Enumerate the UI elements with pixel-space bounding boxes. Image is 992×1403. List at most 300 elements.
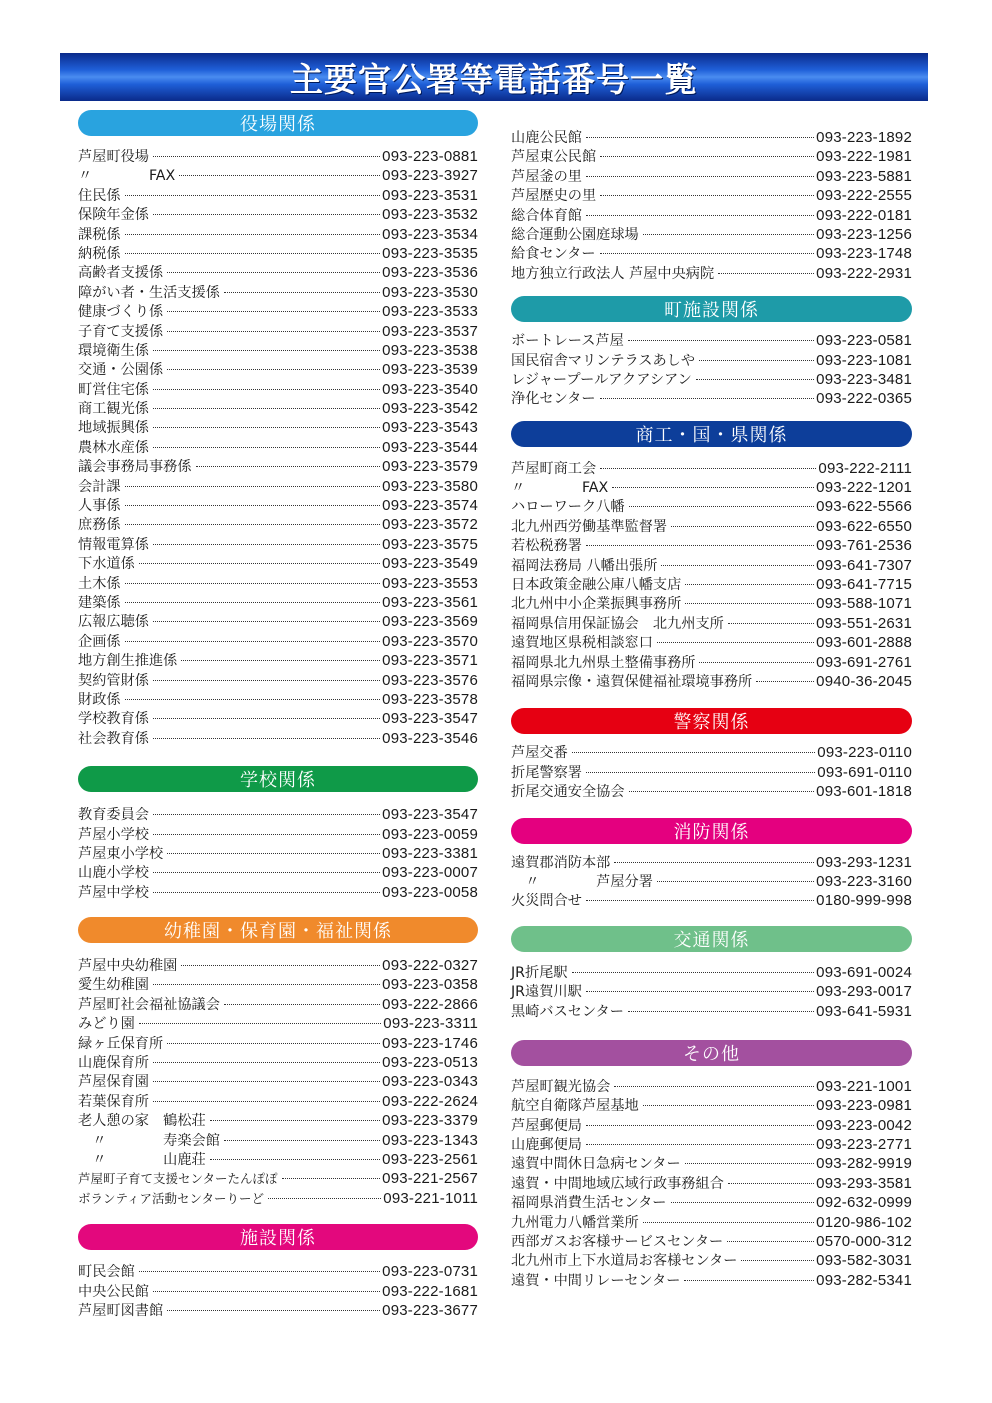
entry-name: 環境衛生係 <box>78 342 149 359</box>
phone-entry <box>511 1251 912 1270</box>
phone-entry <box>78 496 478 515</box>
phone-entry <box>78 844 478 863</box>
phone-entry <box>78 574 478 593</box>
entry-name: レジャープールアクアシアン <box>511 371 692 388</box>
dot-leader <box>153 447 380 448</box>
dot-leader <box>153 214 380 215</box>
phone-entry <box>78 612 478 631</box>
phone-entry <box>511 351 912 370</box>
phone-entry <box>78 805 478 824</box>
phone-entry <box>78 1092 478 1111</box>
entry-name: 福岡県宗像・遠賀保健福祉環境事務所 <box>511 673 753 690</box>
phone-entry <box>78 535 478 554</box>
phone-number: 093-221-2567 <box>382 1170 478 1188</box>
phone-entry <box>78 1034 478 1053</box>
entry-name: 山鹿郵便局 <box>511 1137 582 1154</box>
dot-leader <box>167 311 380 312</box>
entry-name: 福岡県消費生活センター <box>511 1195 667 1212</box>
phone-entry <box>511 872 912 891</box>
entry-name: 広報広聴係 <box>78 614 149 631</box>
entry-name: 下水道係 <box>78 556 135 573</box>
dot-leader <box>614 862 814 863</box>
phone-entry <box>511 147 912 166</box>
phone-list <box>511 331 912 409</box>
phone-entry <box>511 614 912 633</box>
phone-entry <box>78 1282 478 1301</box>
dot-leader <box>586 176 814 177</box>
phone-number: 093-223-3927 <box>382 167 478 185</box>
dot-leader <box>153 1291 380 1292</box>
section-shoko <box>511 421 912 692</box>
entry-name: 納税係 <box>78 245 121 262</box>
entry-name: 社会教育係 <box>78 730 149 747</box>
phone-number: 093-691-2761 <box>816 653 912 671</box>
phone-entry <box>511 167 912 186</box>
phone-number: 093-223-3381 <box>382 844 478 862</box>
entry-name: 土木係 <box>78 575 121 592</box>
entry-name: 会計課 <box>78 478 121 495</box>
dot-leader <box>153 427 380 428</box>
dot-leader <box>224 1004 380 1005</box>
phone-entry <box>78 1189 478 1208</box>
dot-leader <box>167 331 380 332</box>
phone-entry <box>511 853 912 872</box>
entry-name: 黒崎バスセンター <box>511 1003 624 1020</box>
entry-name: 折尾警察署 <box>511 764 582 781</box>
dot-leader <box>741 1260 814 1261</box>
entry-name: 子育て支援係 <box>78 323 164 340</box>
entry-name: 芦屋町図書館 <box>78 1302 164 1319</box>
phone-entry <box>78 1111 478 1130</box>
phone-entry <box>511 982 912 1001</box>
phone-entry <box>511 331 912 350</box>
section-header-keisatsu: 警察関係 <box>511 708 912 734</box>
dot-leader <box>629 791 815 792</box>
section-sonota <box>511 1040 912 1290</box>
entry-name: 福岡県北九州県土整備事務所 <box>511 654 696 671</box>
phone-entry <box>78 1053 478 1072</box>
phone-entry <box>511 244 912 263</box>
phone-number: 093-223-0059 <box>382 825 478 843</box>
entry-name: 企画係 <box>78 633 121 650</box>
dot-leader <box>643 1105 814 1106</box>
dot-leader <box>629 506 815 507</box>
entry-name: 学校教育係 <box>78 711 149 728</box>
dot-leader <box>167 1310 380 1311</box>
phone-list <box>78 1262 478 1320</box>
phone-entry <box>78 457 478 476</box>
phone-entry <box>78 709 478 728</box>
phone-number: 093-641-7307 <box>816 556 912 574</box>
entry-name: 九州電力八幡営業所 <box>511 1214 639 1231</box>
phone-entry <box>511 743 912 762</box>
entry-name: 芦屋町役場 <box>78 149 149 165</box>
dot-leader <box>600 253 815 254</box>
section-header-sonota: その他 <box>511 1040 912 1066</box>
phone-entry <box>78 1150 478 1169</box>
phone-number: 093-223-2561 <box>382 1150 478 1168</box>
dot-leader <box>600 468 816 469</box>
dot-leader <box>643 234 814 235</box>
dot-leader <box>179 175 380 176</box>
phone-number: 093-221-1001 <box>816 1077 912 1095</box>
dot-leader <box>153 1081 380 1082</box>
phone-entry <box>78 1072 478 1091</box>
phone-entry <box>511 763 912 782</box>
phone-number: 093-223-3570 <box>382 632 478 650</box>
phone-entry <box>78 186 478 205</box>
entry-name: 芦屋歴史の里 <box>511 188 597 205</box>
phone-entry <box>78 341 478 360</box>
phone-number: 093-223-3546 <box>382 729 478 747</box>
entry-name: 浄化センター <box>511 391 596 408</box>
phone-number: 093-223-0042 <box>816 1116 912 1134</box>
entry-name: 若松税務署 <box>511 538 582 555</box>
entry-name: 保険年金係 <box>78 207 149 224</box>
phone-number: 093-222-1681 <box>382 1282 478 1300</box>
entry-name: 遠賀中間休日急病センター <box>511 1156 681 1173</box>
phone-number: 093-223-3311 <box>383 1015 478 1033</box>
phone-entry <box>511 370 912 389</box>
dot-leader <box>684 1280 814 1281</box>
phone-number: 093-223-3530 <box>382 283 478 301</box>
phone-number: 0120-986-102 <box>816 1213 912 1231</box>
dot-leader <box>210 1120 380 1121</box>
phone-number: 093-223-3547 <box>382 806 478 824</box>
phone-number: 0570-000-312 <box>816 1233 912 1251</box>
phone-entry <box>511 1232 912 1251</box>
phone-entry <box>511 891 912 910</box>
entry-name: 総合体育館 <box>511 207 582 224</box>
dot-leader <box>167 1043 380 1044</box>
phone-entry <box>511 963 912 982</box>
phone-entry <box>78 147 478 166</box>
dot-leader <box>125 524 381 525</box>
phone-number: 093-222-1981 <box>816 148 912 166</box>
phone-number: 093-223-0581 <box>816 332 912 350</box>
phone-entry <box>511 517 912 536</box>
entry-name: 緑ヶ丘保育所 <box>78 1035 164 1052</box>
entry-name: 芦屋小学校 <box>78 826 149 843</box>
entry-name: 福岡法務局 八幡出張所 <box>511 557 658 574</box>
section-header-yakuba: 役場関係 <box>78 110 478 136</box>
phone-entry <box>78 263 478 282</box>
phone-number: 093-223-1746 <box>382 1034 478 1052</box>
entry-name: 地域振興係 <box>78 420 149 437</box>
dot-leader <box>671 1202 815 1203</box>
phone-number: 093-223-3561 <box>382 593 478 611</box>
phone-number: 093-223-3532 <box>382 206 478 224</box>
dot-leader <box>727 1241 814 1242</box>
phone-entry <box>78 418 478 437</box>
phone-entry <box>78 671 478 690</box>
entry-name: 情報電算係 <box>78 536 149 553</box>
dot-leader <box>153 738 380 739</box>
dot-leader <box>699 662 814 663</box>
phone-number: 093-222-2931 <box>816 264 912 282</box>
phone-number: 093-223-3544 <box>382 438 478 456</box>
dot-leader <box>586 215 814 216</box>
phone-number: 093-223-3574 <box>382 497 478 515</box>
phone-number: 093-223-3533 <box>382 303 478 321</box>
phone-number: 093-223-3535 <box>382 244 478 262</box>
entry-name: みどり園 <box>78 1016 135 1033</box>
entry-name: 〃 FAX <box>511 480 609 497</box>
phone-entry <box>511 225 912 244</box>
phone-list <box>511 459 912 692</box>
phone-entry <box>78 360 478 379</box>
dot-leader <box>685 1163 814 1164</box>
phone-number: 093-601-2888 <box>816 634 912 652</box>
entry-name: 総合運動公園庭球場 <box>511 226 639 243</box>
phone-entry <box>78 244 478 263</box>
phone-number: 093-223-1748 <box>816 245 912 263</box>
phone-entry <box>511 575 912 594</box>
phone-list <box>78 147 478 748</box>
dot-leader <box>586 545 814 546</box>
dot-leader <box>600 398 815 399</box>
dot-leader <box>612 487 814 488</box>
phone-number: 093-223-0110 <box>817 744 912 762</box>
dot-leader <box>614 1086 814 1087</box>
phone-number: 093-223-3537 <box>382 322 478 340</box>
phone-number: 093-223-0731 <box>382 1263 478 1281</box>
entry-name: 遠賀郡消防本部 <box>511 854 611 871</box>
phone-number: 093-582-3031 <box>816 1252 912 1270</box>
phone-number: 093-223-3578 <box>382 690 478 708</box>
dot-leader <box>268 1198 381 1199</box>
phone-number: 093-551-2631 <box>816 614 912 632</box>
dot-leader <box>181 965 380 966</box>
phone-list <box>511 128 912 283</box>
entry-name: 遠賀・中間地域広域行政事務組合 <box>511 1175 724 1192</box>
section-gakko <box>78 766 478 902</box>
phone-number: 093-223-3481 <box>816 370 912 388</box>
phone-number: 093-223-3569 <box>382 613 478 631</box>
entry-name: 山鹿公民館 <box>511 130 582 146</box>
phone-number: 093-222-2555 <box>816 187 912 205</box>
phone-number: 093-691-0110 <box>817 763 912 781</box>
phone-entry <box>511 594 912 613</box>
dot-leader <box>696 379 814 380</box>
phone-number: 093-223-1892 <box>816 129 912 146</box>
entry-name: 給食センター <box>511 246 596 263</box>
dot-leader <box>153 389 380 390</box>
entry-name: 庶務係 <box>78 517 121 534</box>
section-yochien <box>78 917 478 1208</box>
dot-leader <box>153 621 380 622</box>
entry-name: ボランティア活動センターりーど <box>78 1190 265 1206</box>
dot-leader <box>728 623 814 624</box>
phone-number: 093-223-3539 <box>382 361 478 379</box>
dot-leader <box>196 466 381 467</box>
dot-leader <box>572 752 816 753</box>
phone-number: 093-223-3536 <box>382 264 478 282</box>
dot-leader <box>282 1178 381 1179</box>
dot-leader <box>586 772 815 773</box>
dot-leader <box>600 156 814 157</box>
section-yakuba <box>78 110 478 748</box>
phone-entry <box>78 225 478 244</box>
section-machi-shisetsu <box>511 296 912 409</box>
entry-name: 地方独立行政法人 芦屋中央病院 <box>511 265 715 282</box>
dot-leader <box>153 1062 380 1063</box>
dot-leader <box>153 408 380 409</box>
section-shobo <box>511 818 912 911</box>
phone-entry <box>511 556 912 575</box>
phone-number: 0940-36-2045 <box>816 672 912 690</box>
title-banner <box>60 53 928 101</box>
entry-name: 愛生幼稚園 <box>78 977 149 994</box>
phone-number: 093-282-5341 <box>816 1271 912 1289</box>
phone-number: 093-223-3572 <box>382 516 478 534</box>
dot-leader <box>572 972 815 973</box>
phone-entry <box>78 956 478 975</box>
dot-leader <box>586 137 814 138</box>
entry-name: 火災問合せ <box>511 893 582 910</box>
dot-leader <box>153 814 380 815</box>
phone-number: 093-223-1256 <box>816 225 912 243</box>
phone-entry <box>78 593 478 612</box>
entry-name: 老人憩の家 鶴松荘 <box>78 1113 206 1130</box>
entry-name: 人事係 <box>78 498 121 515</box>
phone-entry <box>78 554 478 573</box>
entry-name: 障がい者・生活支援係 <box>78 284 220 301</box>
dot-leader <box>600 195 814 196</box>
phone-number: 093-223-3549 <box>382 555 478 573</box>
entry-name: 〃 山鹿荘 <box>78 1151 206 1168</box>
phone-number: 093-223-3531 <box>382 186 478 204</box>
dot-leader <box>153 544 380 545</box>
entry-name: JR遠賀川駅 <box>511 984 582 1001</box>
phone-entry <box>78 690 478 709</box>
phone-number: 093-601-1818 <box>816 783 912 801</box>
dot-leader <box>153 1101 380 1102</box>
entry-name: 農林水産係 <box>78 439 149 456</box>
phone-number: 093-223-5881 <box>816 167 912 185</box>
phone-entry <box>78 883 478 902</box>
section-kotsu <box>511 926 912 1021</box>
entry-name: 地方創生推進係 <box>78 653 178 670</box>
dot-leader <box>643 1222 814 1223</box>
phone-entry <box>511 186 912 205</box>
phone-number: 093-641-7715 <box>816 576 912 594</box>
dot-leader <box>125 641 381 642</box>
entry-name: 住民係 <box>78 187 121 204</box>
phone-entry <box>511 672 912 691</box>
dot-leader <box>661 565 814 566</box>
phone-entry <box>78 863 478 882</box>
dot-leader <box>224 1140 380 1141</box>
phone-entry <box>511 206 912 225</box>
phone-list <box>78 805 478 902</box>
dot-leader <box>756 681 814 682</box>
entry-name: 若葉保育所 <box>78 1093 149 1110</box>
phone-number: 093-223-3534 <box>382 225 478 243</box>
phone-number: 093-588-1071 <box>816 595 912 613</box>
entry-name: 芦屋郵便局 <box>511 1117 582 1134</box>
phone-entry <box>78 651 478 670</box>
dot-leader <box>224 292 380 293</box>
entry-name: 芦屋中学校 <box>78 884 149 901</box>
entry-name: 健康づくり係 <box>78 304 164 321</box>
phone-entry <box>78 1169 478 1188</box>
phone-entry <box>511 1213 912 1232</box>
phone-list <box>511 853 912 911</box>
phone-number: 093-223-3575 <box>382 535 478 553</box>
phone-number: 093-222-0365 <box>816 390 912 408</box>
entry-name: 北九州西労働基準監督署 <box>511 518 668 535</box>
entry-name: 遠賀・中間リレーセンター <box>511 1272 681 1289</box>
phone-entry <box>511 536 912 555</box>
entry-name: 芦屋町社会福祉協議会 <box>78 996 220 1013</box>
phone-number: 093-761-2536 <box>816 537 912 555</box>
dot-leader <box>139 1023 382 1024</box>
phone-number: 093-293-1231 <box>816 853 912 871</box>
dot-leader <box>167 272 380 273</box>
phone-number: 093-293-0017 <box>816 983 912 1001</box>
entry-name: 北九州中小企業振興事務所 <box>511 596 682 613</box>
phone-number: 093-622-5566 <box>816 498 912 516</box>
entry-name: 町営住宅係 <box>78 381 149 398</box>
dot-leader <box>125 699 381 700</box>
phone-entry <box>511 1193 912 1212</box>
phone-entry <box>78 825 478 844</box>
dot-leader <box>586 1125 814 1126</box>
dot-leader <box>125 486 381 487</box>
phone-entry <box>78 166 478 185</box>
dot-leader <box>657 642 814 643</box>
entry-name: 山鹿保育所 <box>78 1055 149 1072</box>
phone-number: 093-223-3580 <box>382 477 478 495</box>
entry-name: 山鹿小学校 <box>78 865 149 882</box>
phone-entry <box>78 205 478 224</box>
entry-name: 芦屋釜の里 <box>511 168 582 185</box>
entry-name: ボートレース芦屋 <box>511 333 624 350</box>
phone-entry <box>78 322 478 341</box>
dot-leader <box>125 234 381 235</box>
phone-entry <box>78 1014 478 1033</box>
phone-number: 093-222-2111 <box>818 459 912 477</box>
entry-name: 商工観光係 <box>78 401 149 418</box>
dot-leader <box>671 526 814 527</box>
phone-entry <box>78 1262 478 1281</box>
phone-number: 093-282-9919 <box>816 1155 912 1173</box>
phone-number: 093-223-2771 <box>816 1136 912 1154</box>
phone-entry <box>511 264 912 283</box>
entry-name: ハローワーク八幡 <box>511 499 625 516</box>
entry-name: 福岡県信用保証協会 北九州支所 <box>511 615 724 632</box>
phone-number: 093-223-1081 <box>816 351 912 369</box>
entry-name: 芦屋保育園 <box>78 1074 149 1091</box>
phone-entry <box>511 633 912 652</box>
entry-name: 芦屋町観光協会 <box>511 1078 611 1095</box>
dot-leader <box>586 991 814 992</box>
section-header-gakko: 学校関係 <box>78 766 478 792</box>
entry-name: 中央公民館 <box>78 1283 149 1300</box>
phone-number: 093-222-2624 <box>382 1092 478 1110</box>
phone-entry <box>511 1077 912 1096</box>
phone-number: 093-223-3543 <box>382 419 478 437</box>
dot-leader <box>125 195 381 196</box>
section-header-shisetsu: 施設関係 <box>78 1224 478 1250</box>
phone-list <box>78 956 478 1208</box>
phone-entry <box>78 283 478 302</box>
entry-name: 〃 芦屋分署 <box>511 873 653 890</box>
phone-list <box>511 1077 912 1290</box>
phone-number: 093-223-0007 <box>382 864 478 882</box>
dot-leader <box>153 834 380 835</box>
